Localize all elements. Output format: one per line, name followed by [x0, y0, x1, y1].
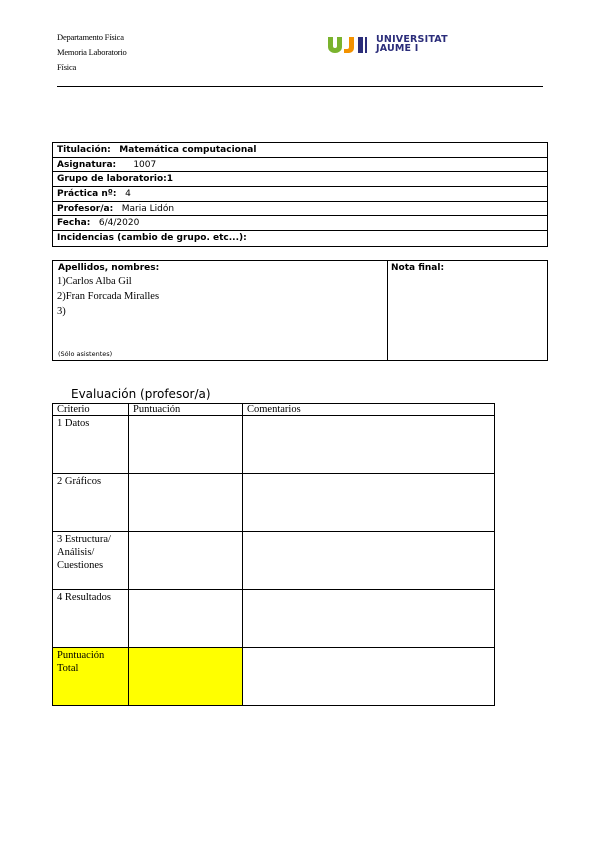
header-department: Departamento Física — [57, 32, 124, 42]
grupo-value: 1 — [166, 174, 174, 185]
header-criterio: Criterio — [53, 404, 129, 416]
attendees-note: (Sólo asistentes) — [58, 350, 113, 358]
students-cell — [53, 261, 388, 360]
score-cell[interactable] — [129, 590, 243, 648]
total-score-cell[interactable] — [129, 648, 243, 706]
info-row-fecha: Fecha: 6/4/2020 — [53, 216, 547, 231]
score-cell[interactable] — [129, 474, 243, 532]
criterion-total: Puntuación Total — [53, 648, 129, 706]
evaluation-header-row — [53, 404, 495, 416]
criterion-estructura: 3 Estructura/ Análisis/ Cuestiones — [53, 532, 129, 590]
header-report: Memoria Laboratorio — [57, 47, 127, 57]
fecha-value: 6/4/2020 — [98, 218, 140, 229]
evaluation-table — [52, 403, 495, 706]
table-row — [53, 590, 495, 648]
table-row — [53, 474, 495, 532]
comment-cell[interactable] — [243, 474, 495, 532]
student-3: 3) — [57, 306, 66, 317]
document-header — [57, 30, 127, 75]
profesor-value: Maria Lidón — [121, 203, 175, 214]
table-row — [53, 532, 495, 590]
practica-value: 4 — [125, 189, 131, 200]
titulacion-value: Matemática computacional — [119, 145, 257, 155]
asignatura-value: 1007 — [133, 159, 157, 170]
student-1: 1)Carlos Alba Gil — [57, 276, 132, 287]
comment-cell[interactable] — [243, 532, 495, 590]
comment-cell[interactable] — [243, 416, 495, 474]
info-row-grupo: Grupo de laboratorio:1 — [53, 172, 547, 187]
info-row-profesor: Profesor/a: Maria Lidón — [53, 202, 547, 217]
criterion-graficos: 2 Gráficos — [53, 474, 129, 532]
student-2: 2)Fran Forcada Miralles — [57, 291, 160, 302]
info-row-incidencias: Incidencias (cambio de grupo. etc...): — [57, 233, 247, 244]
uji-logo — [326, 33, 448, 55]
info-row-practica: Práctica nº: 4 — [53, 187, 547, 202]
criterion-datos: 1 Datos — [53, 416, 129, 474]
score-cell[interactable] — [129, 532, 243, 590]
students-label: Apellidos, nombres: — [58, 263, 160, 273]
info-table — [52, 142, 548, 247]
info-row-asignatura: Asignatura: 1007 — [53, 158, 547, 173]
comment-cell[interactable] — [243, 590, 495, 648]
table-row — [53, 416, 495, 474]
evaluation-title: Evaluación (profesor/a) — [71, 387, 211, 401]
header-comentarios: Comentarios — [243, 404, 495, 416]
comment-cell[interactable] — [243, 648, 495, 706]
header-divider — [57, 86, 543, 87]
students-box — [52, 260, 548, 361]
info-row-titulacion: Titulación: Matemática computacional — [53, 143, 547, 158]
criterion-resultados: 4 Resultados — [53, 590, 129, 648]
uji-logo-icon — [326, 34, 372, 54]
final-grade-label: Nota final: — [391, 263, 445, 273]
table-row-total — [53, 648, 495, 706]
header-subject: Física — [57, 62, 77, 72]
header-puntuacion: Puntuación — [129, 404, 243, 416]
score-cell[interactable] — [129, 416, 243, 474]
uji-logo-text: UNIVERSITAT JAUME I — [376, 34, 448, 54]
